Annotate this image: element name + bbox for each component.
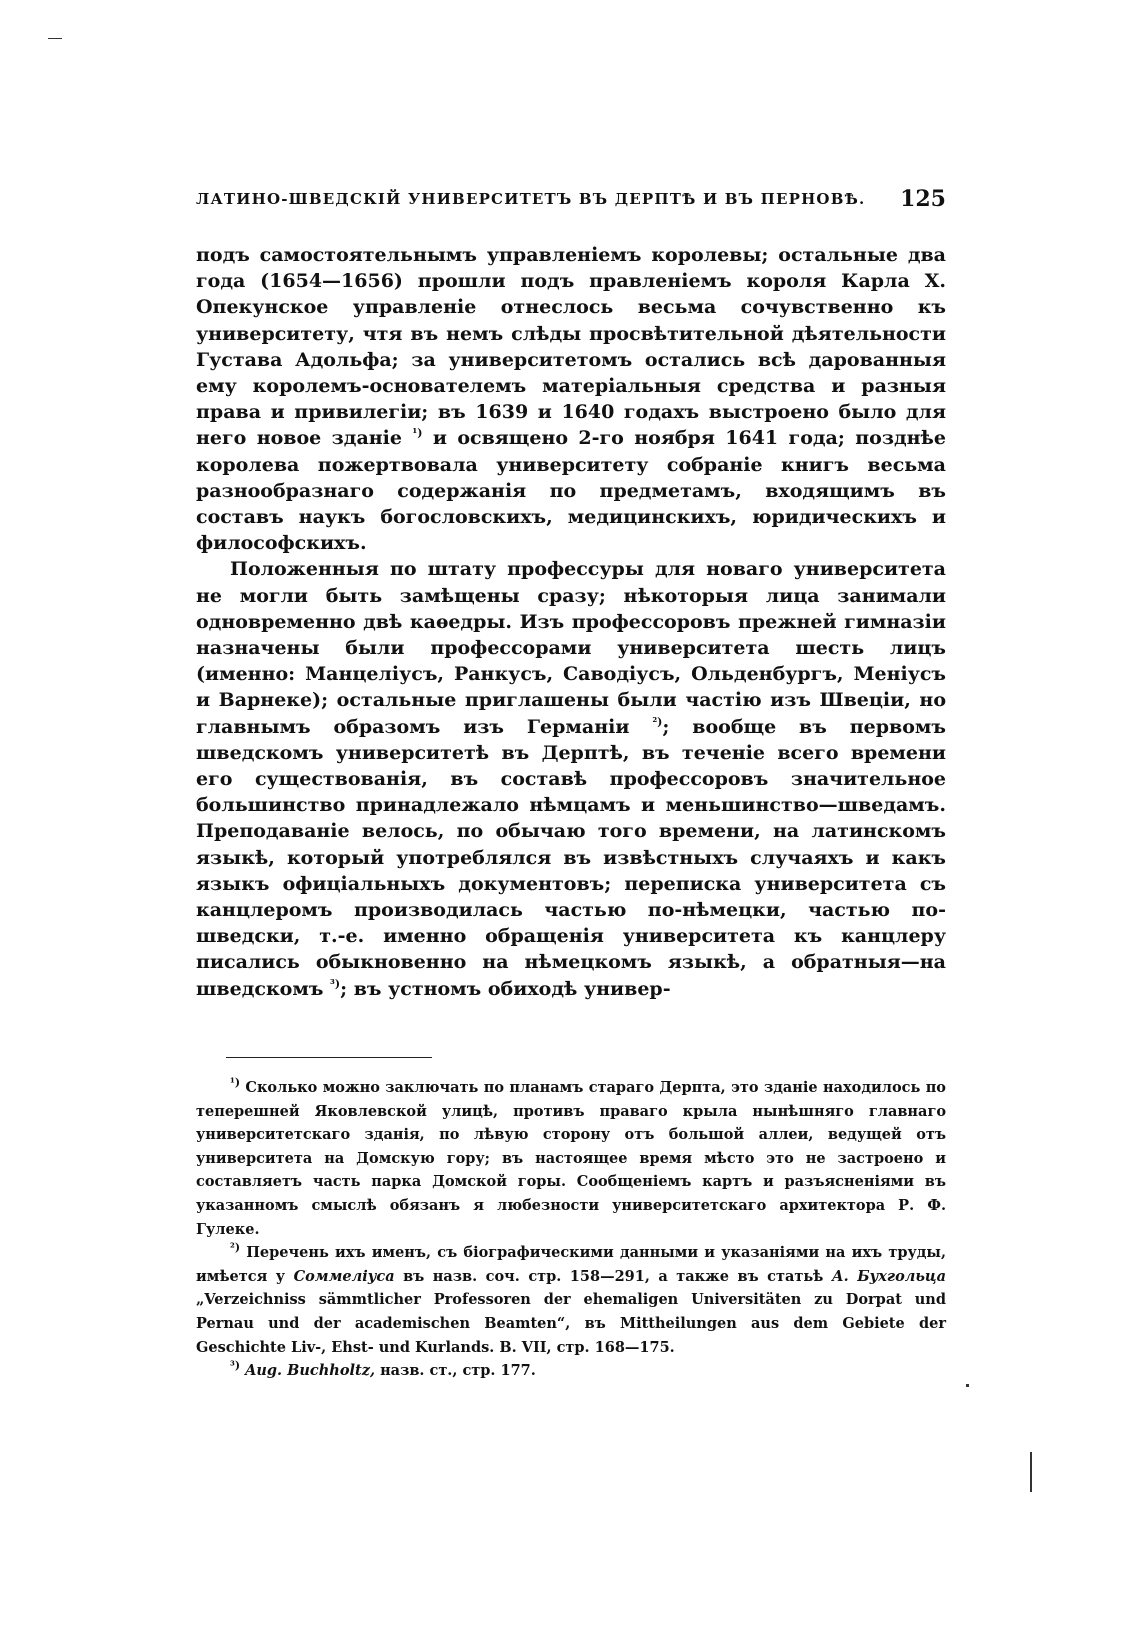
footnote-1-text: Сколько можно заключать по планамъ стараго Дерпта, это зданіе находилось по теперешней Яковлевской улицѣ, противъ праваго крыла нынѣшняго главнаго университетскаго зданія, по лѣвую сторону отъ большой аллеи, ведущей отъ университета на Домскую гору; въ настоящее время мѣсто это не застроено и составляетъ часть парка Домской горы. Сообщеніемъ картъ и разъясненіями въ указанномъ смыслѣ обязанъ я любезности университетскаго архитектора Р. Ф. Гулеке.	[196, 1079, 946, 1238]
footnote-3-text: назв. ст., стр. 177.	[380, 1362, 536, 1380]
paragraph-1	[196, 242, 946, 556]
footnote-ref-1: ¹)	[412, 427, 423, 441]
footnote-3	[196, 1359, 946, 1383]
scan-speck	[48, 38, 62, 39]
footnote-2-text-b: въ назв. соч. стр. 158—291, а также въ статьѣ	[403, 1267, 824, 1285]
main-text	[196, 242, 946, 1002]
footnote-3-author: Aug. Buchholtz,	[245, 1362, 375, 1380]
paragraph-2-text: Положенныя по штату профессуры для новаго университета не могли быть замѣщены сразу; нѣкоторыя лица занимали одновременно двѣ каѳедры. Изъ профессоровъ прежней гимназіи назначены были профессорами университета шесть лицъ (именно: Манцеліусъ, Ранкусъ, Саводіусъ, Ольденбургъ, Меніусъ и Варнеке); остальные приглашены были частію изъ Швеціи, но главнымъ образомъ изъ Германіи	[196, 558, 946, 738]
footnote-ref-2: ²)	[652, 715, 663, 729]
running-header	[196, 186, 946, 216]
footnote-2-author-2: А. Бухгольца	[831, 1267, 946, 1285]
footnote-2-mark: ²)	[230, 1241, 241, 1255]
footnote-3-mark: ³)	[230, 1359, 241, 1373]
page-number: 125	[900, 186, 946, 212]
scan-speck	[966, 1384, 969, 1387]
footnote-1-mark: ¹)	[230, 1076, 241, 1090]
footnote-ref-3: ³)	[330, 977, 341, 991]
footnote-2	[196, 1241, 946, 1359]
running-title: ЛАТИНО-ШВЕДСКІЙ УНИВЕРСИТЕТЪ ВЪ ДЕРПТѢ И ВЪ ПЕРНОВѢ.	[196, 190, 866, 208]
scan-speck	[1030, 1452, 1032, 1492]
paragraph-1-text: подъ самостоятельнымъ управленіемъ королевы; остальные два года (1654—1656) прошли подъ правленіемъ короля Карла X. Опекунское управленіе отнеслось весьма сочувственно къ университету, чтя въ немъ слѣды просвѣтительной дѣятельности Густава Адольфа; за университетомъ остались всѣ дарованныя ему королемъ-основателемъ матеріальныя средства и разныя права и привилегіи; въ 1639 и 1640 годахъ выстроено было для него новое зданіе	[196, 244, 946, 450]
footnote-separator	[226, 1057, 432, 1058]
footnote-1	[196, 1076, 946, 1241]
paragraph-2-tail: ; въ устномъ обиходѣ универ-	[340, 977, 671, 1000]
paragraph-1-end: и освящено 2-го ноября 1641 года; позднѣе королева пожертвовала университету собраніе книгъ весьма разнообразнаго содержанія по предметамъ, входящимъ въ составъ наукъ богословскихъ, медицинскихъ, юридическихъ и философскихъ.	[196, 427, 946, 555]
footnote-2-text-c: „Verzeichniss sämmtlicher Professoren der ehemaligen Universitäten zu Dorpat und Pernau und der academischen Beamten“, въ Mittheilungen aus dem Gebiete der Geschichte Liv-, Ehst- und Kurlands. B. VII, стр. 168—175.	[196, 1291, 946, 1356]
paragraph-2	[196, 556, 946, 1001]
footnotes	[196, 1076, 946, 1383]
paragraph-2-end: ; вообще въ первомъ шведскомъ университетѣ въ Дерптѣ, въ теченіе всего времени его существованія, въ составѣ профессоровъ значительное большинство принадлежало нѣмцамъ и меньшинство—шведамъ. Преподаваніе велось, по обычаю того времени, на латинскомъ языкѣ, который употреблялся въ извѣстныхъ случаяхъ и какъ языкъ офиціальныхъ документовъ; переписка университета съ канцлеромъ производилась частью по-нѣмецки, частью по-шведски, т.-е. именно обращенія университета къ канцлеру писались обыкновенно на нѣмецкомъ языкѣ, а обратныя—на шведскомъ	[196, 715, 946, 1000]
footnote-2-author-1: Соммеліуса	[293, 1267, 395, 1285]
footnote-2-text-a: Перечень ихъ именъ, съ біографическими данными и указаніями на ихъ труды, имѣется у	[196, 1244, 946, 1285]
